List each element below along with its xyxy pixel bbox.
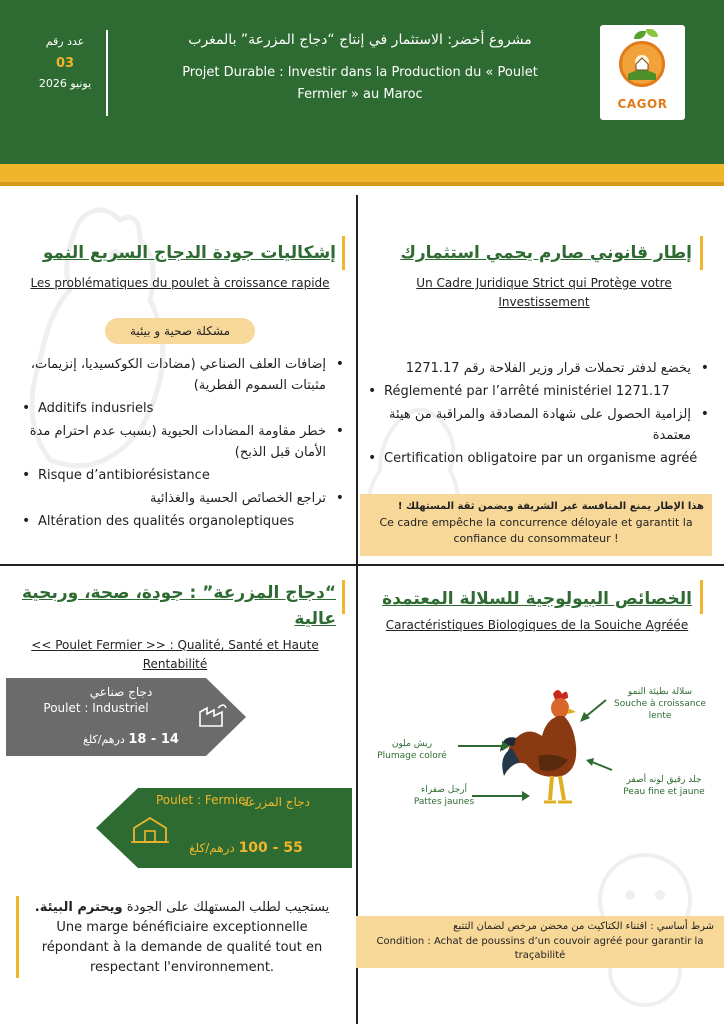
note-arabic-b: ويحترم البيئة. [34,900,123,915]
legal-item: • إلزامية الحصول على شهادة المصادقة والمراقبة من هيئة معتمدة [366,404,711,446]
fermier-price-value: 55 - 100 [238,840,303,856]
note-arabic-a: يستجيب لطلب المستهلك على الجودة [126,900,330,915]
label-legs-ar: أرجل صفراء [421,785,467,795]
issue-number: 03 [55,56,75,71]
label-growth [612,686,708,722]
fermier-heading: “دجاج المزرعة” : جودة، صحة، وربحية عالية [21,583,336,629]
legal-list [366,358,711,471]
farm-emblem-icon [619,41,665,87]
logo-name: CAGOR [617,97,668,111]
horizontal-divider [0,564,724,566]
label-growth-ar: سلالة بطيئة النمو [627,687,693,697]
label-skin [614,774,714,798]
legal-box-french: Ce cadre empêche la concurrence déloyale et garantit la confiance du consommateur ! [379,516,693,545]
barn-icon [130,814,170,844]
legal-subheading: Un Cadre Juridique Strict qui Protège votre Investissement [416,276,672,309]
fermier-price-unit: درهم/كلغ [189,841,235,855]
fermier-accent-bar [342,580,345,614]
breed-subheading: Caractéristiques Biologiques de la Souiche Agréée [385,618,689,632]
quality-tag: مشكلة صحية و بيئية [105,318,255,344]
fermier-subheading: << Poulet Fermier >> : Qualité, Santé et Haute Rentabilité [31,638,319,671]
industrial-label-fr: Poulet : Industriel [43,701,149,715]
condition-french: Condition : Achat de poussins d’un couvoir agréé pour garantir la traçabilité [376,936,704,961]
issue-info [20,34,110,92]
legal-item: • Certification obligatoire par un organisme agréé [366,448,711,469]
fermier-price-arrow [96,788,352,868]
fermier-label-fr: Poulet : Fermier [156,793,251,807]
breed-heading: الخصائص البيولوجية للسلالة المعتمدة [382,589,692,609]
label-growth-fr: Souche à croissance lente [614,699,706,721]
label-skin-ar: جلد رقيق لونه أصفر [626,775,702,785]
breed-condition-box [356,916,724,968]
gold-band-shadow [0,182,724,186]
label-legs-fr: Pattes jaunes [413,797,475,807]
quality-item: • إضافات العلف الصناعي (مضادات الكوكسيديا، إنزيمات، مثبتات السموم الفطرية) [20,354,346,396]
quality-accent-bar [342,236,345,270]
quality-heading: إشكاليات جودة الدجاج السريع النمو [42,243,336,263]
legal-accent-bar [700,236,703,270]
header-title [170,30,550,106]
industrial-price [66,732,196,748]
industrial-price-unit: درهم/كلغ [83,733,125,746]
quality-item: • Additifs indusriels [20,398,346,419]
breed-accent-bar [700,580,703,614]
cagor-logo [600,25,685,120]
note-accent-bar [16,896,19,978]
header-banner [0,0,724,164]
condition-arabic: شرط أساسي : اقتناء الكتاكيت من محضن مرخص لضمان التتبع [453,921,714,932]
quality-list [20,354,346,534]
issue-date: يونيو 2026 [38,77,92,90]
industrial-price-arrow [6,678,246,756]
title-arabic: مشروع أخضر: الاستثمار في إنتاج “دجاج المزرعة” بالمغرب [188,32,532,48]
legal-item: • يخضع لدفتر تحملات قرار وزير الفلاحة رقم 1271.17 [366,358,711,379]
leaf-icon [646,29,658,37]
industrial-price-value: 14 - 18 [128,732,179,747]
quality-item: • خطر مقاومة المضادات الحيوية (بسبب عدم احترام مدة الأمان قبل الذبح) [20,421,346,463]
header-divider [106,30,108,116]
label-skin-fr: Peau fine et jaune [623,787,705,797]
issue-label: عدد رقم [45,35,85,48]
label-plumage [366,738,458,762]
label-legs [398,784,490,808]
note-french: Une marge bénéficiaire exceptionnelle répondant à la demande de qualité tout en respectant l'environnement. [41,920,323,975]
quality-item: • تراجع الخصائص الحسية والغذائية [20,488,346,509]
industrial-label-ar: دجاج صناعي [89,685,153,699]
legal-item: • Réglementé par l’arrêté ministériel 1271.17 [366,381,711,402]
leaf-icon [634,31,646,39]
legal-highlight-box [360,494,712,556]
label-plumage-fr: Plumage coloré [377,751,447,761]
fermier-label-ar: دجاج المزرعة [242,795,310,809]
legal-heading: إطار قانوني صارم يحمي استثمارك [400,243,692,263]
quality-subheading: Les problématiques du poulet à croissance rapide [30,276,330,290]
title-french: Projet Durable : Investir dans la Production du « Poulet Fermier » au Maroc [182,65,538,102]
quality-item: • Risque d’antibiorésistance [20,465,346,486]
label-plumage-ar: ريش ملون [391,739,433,749]
fermier-price [176,840,316,856]
factory-icon [198,700,228,728]
note-arabic [22,898,342,918]
fermier-note [22,898,342,978]
quality-item: • Altération des qualités organoleptiques [20,511,346,532]
vertical-divider [356,195,358,1024]
legal-box-arabic: هذا الإطار يمنع المنافسة غير الشريفة ويضمن ثقة المستهلك ! [397,501,704,512]
